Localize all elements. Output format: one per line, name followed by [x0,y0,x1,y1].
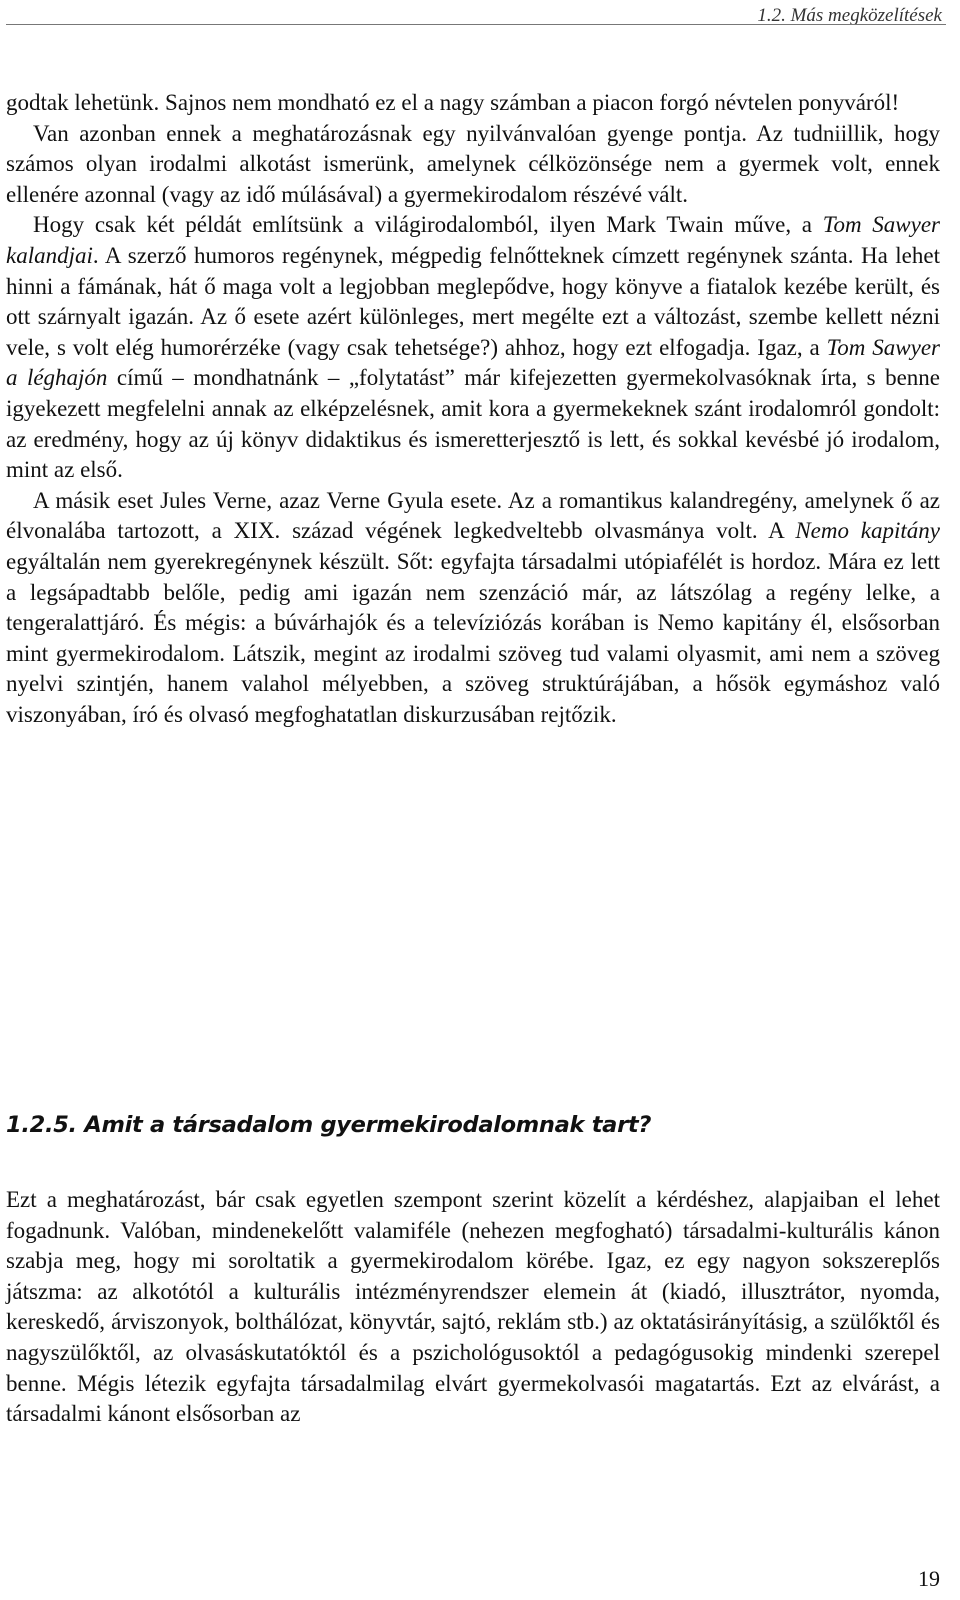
text-run: Hogy csak két példát említsünk a világirodalomból, ilyen Mark Twain műve, a [33,212,823,238]
page-number: 19 [918,1566,940,1591]
section-heading: 1.2.5. Amit a társadalom gyermekirodalomnak tart? [6,1112,652,1138]
section-body-text [6,1185,940,1430]
paragraph: Van azonban ennek a meghatározásnak egy nyilvánvalóan gyenge pontja. Az tudniillik, hogy számos olyan irodalmi alkotást ismerünk, amelynek célközönsége nem a gyermek volt, ennek ellenére azonnal (vagy az idő múlásával) a gyermekirodalom részévé vált. [6,120,940,207]
paragraph: godtak lehetünk. Sajnos nem mondható ez el a nagy számban a piacon forgó névtelen ponyváról! [6,90,900,115]
text-run: című – mondhatnánk – „folytatást” már kifejezetten gyermekolvasóknak írta, s benne igyekezett megfelelni annak az elképzelésnek, amit kora a gyermekeknek szánt irodalomról gondolt: az eredmény, hogy az új könyv didaktikus és ismeretterjesztő is lett, és sokkal kevésbé jó irodalom, mint az első. [6,365,940,483]
text-run: . A szerző humoros regénynek, mégpedig felnőtteknek címzett regénynek szánta. Ha lehet hinni a fámának, hát ő maga volt a legjobban meglepődve, hogy könyve a fiatalok kezébe került, és ott szárnyalt igazán. Az ő esete azért különleges, mert megélte ezt a változást, szembe kellett nézni vele, s volt elég humorérzéke (vagy csak tehetsége?) ahhoz, hogy ezt elfogadja. Igaz, a [6,242,940,360]
book-title-nemo-kapitany: Nemo kapitány [795,518,940,544]
paragraph [6,210,940,485]
paragraph [6,486,940,731]
paragraph: Ezt a meghatározást, bár csak egyetlen szempont szerint közelít a kérdéshez, alapjaiban el lehet fogadnunk. Valóban, mindenekelőtt valamiféle (nehezen megfogható) társadalmi-kulturális kánon szabja meg, hogy mi soroltatik a gyermekirodalom körébe. Igaz, ez egy nagyon sokszereplős játszma: az alkotótól a kulturális intézményrendszer elemein át (kiadó, illusztrátor, nyomda, kereskedő, árviszonyok, bolthálózat, könyvtár, sajtó, reklám stb.) az oktatásirányításig, a szülőktől és nagyszülőktől, az olvasáskutatóktól és a pszichológusoktól a pedagógusokig mindenki szerepel benne. Mégis létezik egyfajta társadalmilag elvárt gyermekolvasói magatartás. Ezt az elvárást, a társadalmi kánont elsősorban az [6,1187,940,1427]
running-header: 1.2. Más megközelítések [757,5,942,26]
header-rule [6,24,946,25]
book-title-tom-sawyer-kalandjai: Tom Sawyer kalandjai [6,212,940,268]
book-title-tom-sawyer-a-leghajon: Tom Sawyer a léghajón [6,334,940,391]
body-text [6,88,940,730]
text-run: egyáltalán nem gyerekregénynek készült. Sőt: egyfajta társadalmi utópiafélét is hordoz. Mára ez lett a legsápadtabb belőle, pedig ami igazán nem szenzáció már, az látszólag a regény lelke, a tengeralattjáró. És mégis: a búvárhajók és a televíziózás korában is Nemo kapitány él, elsősorban mint gyermekirodalom. Látszik, megint az irodalmi szöveg tud valami olyasmit, ami nem a szöveg nyelvi szintjén, hanem valahol mélyebben, a szöveg struktúrájában, a hősök egymáshoz való viszonyában, író és olvasó megfoghatatlan diskurzusában rejtőzik. [6,548,940,727]
text-run: A másik eset Jules Verne, azaz Verne Gyula esete. Az a romantikus kalandregény, amelynek ő az élvonalába tartozott, a XIX. század végének legkedveltebb olvasmánya volt. A [6,487,940,544]
